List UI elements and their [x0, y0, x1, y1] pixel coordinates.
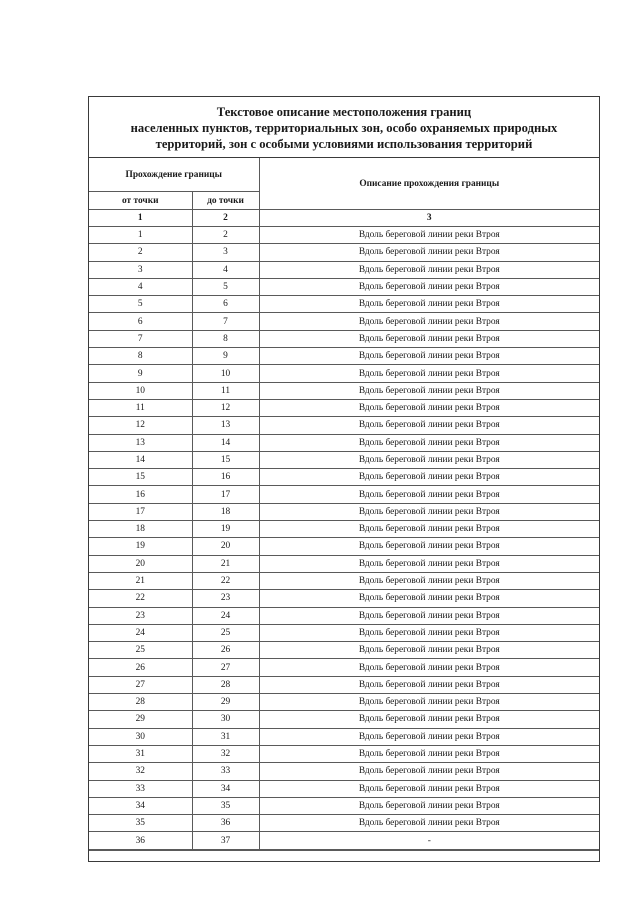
cell-from: 27: [89, 676, 192, 693]
column-number-row: [89, 210, 599, 227]
cell-from: 15: [89, 469, 192, 486]
cell-from: 16: [89, 486, 192, 503]
cell-from: 25: [89, 642, 192, 659]
table-row: [89, 832, 599, 849]
cell-description: Вдоль береговой линии реки Втроя: [259, 503, 599, 520]
cell-from: 31: [89, 745, 192, 762]
cell-from: 1: [89, 227, 192, 244]
cell-to: 18: [192, 503, 259, 520]
header-from: от точки: [89, 192, 192, 210]
cell-description: Вдоль береговой линии реки Втроя: [259, 590, 599, 607]
table-row: [89, 676, 599, 693]
table-row: [89, 815, 599, 832]
cell-description: Вдоль береговой линии реки Втроя: [259, 313, 599, 330]
cell-to: 13: [192, 417, 259, 434]
cell-from: 26: [89, 659, 192, 676]
cell-description: Вдоль береговой линии реки Втроя: [259, 365, 599, 382]
table-row: [89, 763, 599, 780]
cell-to: 23: [192, 590, 259, 607]
cell-to: 25: [192, 624, 259, 641]
cell-description: Вдоль береговой линии реки Втроя: [259, 521, 599, 538]
cell-from: 36: [89, 832, 192, 849]
table-row: [89, 296, 599, 313]
cell-from: 6: [89, 313, 192, 330]
cell-description: Вдоль береговой линии реки Втроя: [259, 227, 599, 244]
table-row: [89, 330, 599, 347]
cell-description: Вдоль береговой линии реки Втроя: [259, 572, 599, 589]
document-title: [89, 97, 599, 158]
cell-to: 10: [192, 365, 259, 382]
cell-from: 9: [89, 365, 192, 382]
cell-description: Вдоль береговой линии реки Втроя: [259, 451, 599, 468]
table-row: [89, 227, 599, 244]
cell-from: 22: [89, 590, 192, 607]
cell-from: 29: [89, 711, 192, 728]
cell-description: Вдоль береговой линии реки Втроя: [259, 538, 599, 555]
table-row: [89, 382, 599, 399]
cell-to: 27: [192, 659, 259, 676]
cell-to: 22: [192, 572, 259, 589]
cell-description: Вдоль береговой линии реки Втроя: [259, 711, 599, 728]
table-row: [89, 780, 599, 797]
cell-description: Вдоль береговой линии реки Втроя: [259, 607, 599, 624]
cell-description: Вдоль береговой линии реки Втроя: [259, 624, 599, 641]
boundary-description-sheet: [88, 96, 600, 862]
table-row: [89, 278, 599, 295]
cell-from: 23: [89, 607, 192, 624]
cell-description: Вдоль береговой линии реки Втроя: [259, 763, 599, 780]
cell-description: Вдоль береговой линии реки Втроя: [259, 797, 599, 814]
cell-to: 35: [192, 797, 259, 814]
table-row: [89, 659, 599, 676]
table-row: [89, 728, 599, 745]
table-row: [89, 244, 599, 261]
cell-to: 29: [192, 694, 259, 711]
table-row: [89, 642, 599, 659]
table-bottom-gap: [89, 850, 599, 861]
table-row: [89, 745, 599, 762]
boundary-table: [89, 158, 599, 850]
cell-from: 17: [89, 503, 192, 520]
cell-from: 14: [89, 451, 192, 468]
cell-to: 26: [192, 642, 259, 659]
table-row: [89, 434, 599, 451]
cell-to: 31: [192, 728, 259, 745]
cell-from: 8: [89, 348, 192, 365]
cell-to: 33: [192, 763, 259, 780]
cell-from: 4: [89, 278, 192, 295]
table-row: [89, 538, 599, 555]
cell-to: 16: [192, 469, 259, 486]
cell-to: 11: [192, 382, 259, 399]
cell-from: 35: [89, 815, 192, 832]
title-line-2: населенных пунктов, территориальных зон, особо охраняемых природных: [130, 121, 558, 135]
cell-to: 32: [192, 745, 259, 762]
table-row: [89, 313, 599, 330]
cell-from: 10: [89, 382, 192, 399]
cell-to: 20: [192, 538, 259, 555]
table-row: [89, 365, 599, 382]
cell-from: 28: [89, 694, 192, 711]
cell-from: 33: [89, 780, 192, 797]
table-row: [89, 572, 599, 589]
header-passage: Прохождение границы: [89, 158, 259, 192]
cell-description: Вдоль береговой линии реки Втроя: [259, 676, 599, 693]
table-row: [89, 469, 599, 486]
table-row: [89, 797, 599, 814]
cell-to: 17: [192, 486, 259, 503]
header-row-top: [89, 158, 599, 192]
cell-from: 12: [89, 417, 192, 434]
cell-to: 14: [192, 434, 259, 451]
cell-description: Вдоль береговой линии реки Втроя: [259, 434, 599, 451]
cell-to: 28: [192, 676, 259, 693]
table-row: [89, 624, 599, 641]
cell-to: 12: [192, 399, 259, 416]
table-row: [89, 503, 599, 520]
table-row: [89, 555, 599, 572]
table-row: [89, 711, 599, 728]
cell-to: 3: [192, 244, 259, 261]
table-row: [89, 451, 599, 468]
cell-description: Вдоль береговой линии реки Втроя: [259, 417, 599, 434]
table-row: [89, 348, 599, 365]
cell-from: 13: [89, 434, 192, 451]
cell-description: Вдоль береговой линии реки Втроя: [259, 348, 599, 365]
cell-description: Вдоль береговой линии реки Втроя: [259, 469, 599, 486]
cell-description: Вдоль береговой линии реки Втроя: [259, 780, 599, 797]
cell-to: 4: [192, 261, 259, 278]
column-number-2: 2: [192, 210, 259, 227]
cell-from: 24: [89, 624, 192, 641]
cell-from: 19: [89, 538, 192, 555]
cell-to: 8: [192, 330, 259, 347]
cell-description: Вдоль береговой линии реки Втроя: [259, 278, 599, 295]
cell-description: Вдоль береговой линии реки Втроя: [259, 555, 599, 572]
cell-description: Вдоль береговой линии реки Втроя: [259, 815, 599, 832]
cell-to: 15: [192, 451, 259, 468]
cell-description: -: [259, 832, 599, 849]
cell-from: 2: [89, 244, 192, 261]
cell-description: Вдоль береговой линии реки Втроя: [259, 330, 599, 347]
title-line-1: Текстовое описание местоположения границ: [216, 105, 472, 119]
cell-description: Вдоль береговой линии реки Втроя: [259, 659, 599, 676]
cell-from: 11: [89, 399, 192, 416]
cell-from: 5: [89, 296, 192, 313]
cell-from: 18: [89, 521, 192, 538]
cell-description: Вдоль береговой линии реки Втроя: [259, 642, 599, 659]
cell-from: 21: [89, 572, 192, 589]
cell-description: Вдоль береговой линии реки Втроя: [259, 486, 599, 503]
header-to: до точки: [192, 192, 259, 210]
cell-description: Вдоль береговой линии реки Втроя: [259, 399, 599, 416]
cell-from: 20: [89, 555, 192, 572]
cell-description: Вдоль береговой линии реки Втроя: [259, 745, 599, 762]
cell-to: 5: [192, 278, 259, 295]
cell-from: 3: [89, 261, 192, 278]
table-row: [89, 590, 599, 607]
cell-to: 37: [192, 832, 259, 849]
cell-from: 30: [89, 728, 192, 745]
cell-from: 7: [89, 330, 192, 347]
cell-description: Вдоль береговой линии реки Втроя: [259, 296, 599, 313]
cell-to: 19: [192, 521, 259, 538]
table-row: [89, 694, 599, 711]
table-row: [89, 607, 599, 624]
cell-to: 34: [192, 780, 259, 797]
cell-description: Вдоль береговой линии реки Втроя: [259, 728, 599, 745]
cell-description: Вдоль береговой линии реки Втроя: [259, 261, 599, 278]
table-row: [89, 399, 599, 416]
cell-description: Вдоль береговой линии реки Втроя: [259, 244, 599, 261]
cell-to: 30: [192, 711, 259, 728]
cell-to: 36: [192, 815, 259, 832]
cell-to: 9: [192, 348, 259, 365]
cell-to: 24: [192, 607, 259, 624]
table-row: [89, 417, 599, 434]
table-row: [89, 486, 599, 503]
title-line-3: территорий, зон с особыми условиями использования территорий: [155, 137, 533, 151]
cell-from: 32: [89, 763, 192, 780]
table-row: [89, 261, 599, 278]
cell-to: 7: [192, 313, 259, 330]
header-description: Описание прохождения границы: [259, 158, 599, 210]
cell-to: 21: [192, 555, 259, 572]
column-number-1: 1: [89, 210, 192, 227]
table-row: [89, 521, 599, 538]
cell-to: 6: [192, 296, 259, 313]
cell-description: Вдоль береговой линии реки Втроя: [259, 694, 599, 711]
cell-description: Вдоль береговой линии реки Втроя: [259, 382, 599, 399]
cell-from: 34: [89, 797, 192, 814]
cell-to: 2: [192, 227, 259, 244]
column-number-3: 3: [259, 210, 599, 227]
